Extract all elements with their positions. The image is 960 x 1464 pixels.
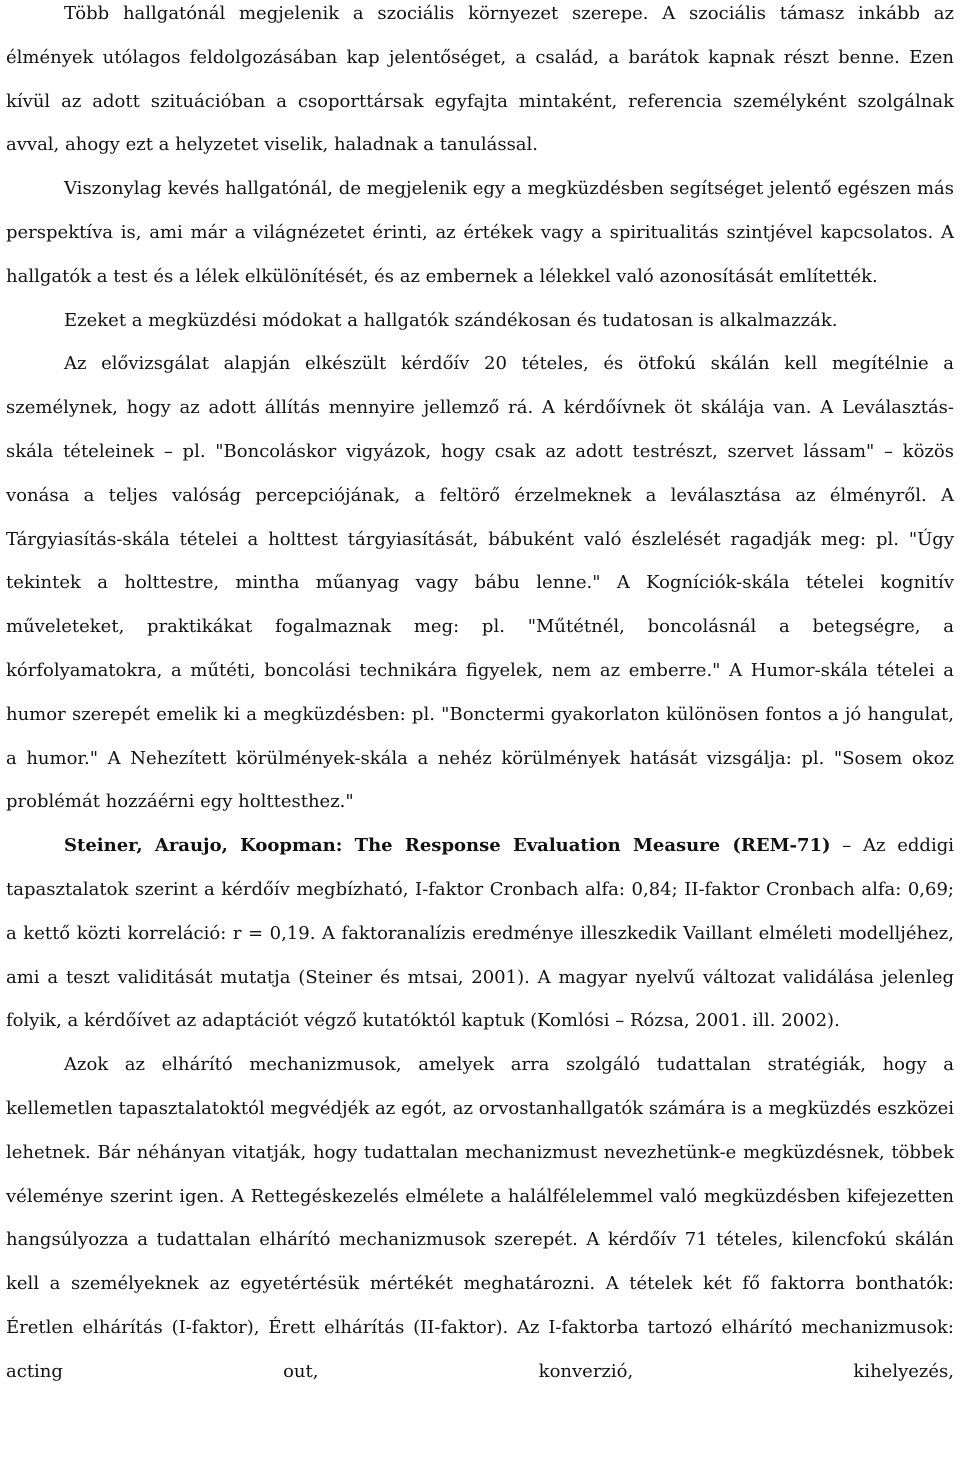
paragraph-text: Azok az elhárító mechanizmusok, amelyek arra szolgáló tudattalan stratégiák, hogy a kellemetlen tapasztalatoktól megvédjék az egót, az orvostanhallgatók számára is a megküzdés eszközei lehetnek. Bár néhányan vitatják, hogy tudattalan mechanizmust nevezhetünk-e megküzdésnek, többek véleménye szerint igen. A Rettegéskezelés elmélete a halálfélelemmel való megküzdésben kifejezetten hangsúlyozza a tudattalan elhárító mechanizmusok szerepét. A kérdőív 71 tételes, kilencfokú skálán kell a személyeknek az egyetértésük mértékét meghatározni. A tételek két fő faktorra bonthatók: Éretlen elhárítás (I-faktor), Érett elhárítás (II-faktor). Az I-faktorba tartozó elhárító mechanizmusok: acting out, konverzió, kihelyezés, [6, 1054, 954, 1382]
paragraph-text: Az elővizsgálat alapján elkészült kérdőív 20 tételes, és ötfokú skálán kell megítélnie a személynek, hogy az adott állítás mennyire jellemző rá. A kérdőívnek öt skálája van. A Leválasztás-skála tételeinek – pl. "Boncoláskor vigyázok, hogy csak az adott testrészt, szervet lássam" – közös vonása a teljes valóság percepciójának, a feltörő érzelmeknek a leválasztása az élményről. A Tárgyiasítás-skála tételei a holttest tárgyiasítását, bábuként való észlelését ragadják meg: pl. "Úgy tekintek a holttestre, mintha műanyag vagy bábu lenne." A Kogníciók-skála tételei kognitív műveleteket, praktikákat fogalmaznak meg: pl. "Műtétnél, boncolásnál a betegségre, a kórfolyamatokra, a műtéti, boncolási technikára figyelek, nem az emberre." A Humor-skála tételei a humor szerepét emelik ki a megküzdésben: pl. "Bonctermi gyakorlaton különösen fontos a jó hangulat, a humor." A Nehezített körülmények-skála a nehéz körülmények hatását vizsgálja: pl. "Sosem okoz problémát hozzáérni egy holttesthez." [6, 353, 954, 813]
paragraph-social-environment [6, 0, 954, 167]
paragraph-text: Több hallgatónál megjelenik a szociális környezet szerepe. A szociális támasz inkább az élmények utólagos feldolgozásában kap jelentőséget, a család, a barátok kapnak részt benne. Ezen kívül az adott szituációban a csoporttársak egyfajta mintaként, referencia személyként szolgálnak avval, ahogy ezt a helyzetet viselik, haladnak a tanulással. [6, 3, 954, 156]
paragraph-conscious-coping [6, 299, 954, 343]
paragraph-defense-mechanisms [6, 1043, 954, 1393]
paragraph-text: – Az eddigi tapasztalatok szerint a kérdőív megbízható, I-faktor Cronbach alfa: 0,84; II-faktor Cronbach alfa: 0,69; a kettő közti korreláció: r = 0,19. A faktoranalízis eredménye illeszkedik Vaillant elméleti modelljéhez, ami a teszt validitását mutatja (Steiner és mtsai, 2001). A magyar nyelvű változat validálása jelenleg folyik, a kérdőívet az adaptációt végző kutatóktól kaptuk (Komlósi – Rózsa, 2001. ill. 2002). [6, 835, 954, 1032]
paragraph-questionnaire-scales [6, 342, 954, 824]
paragraph-text: Viszonylag kevés hallgatónál, de megjelenik egy a megküzdésben segítséget jelentő egészen más perspektíva is, ami már a világnézetet érinti, az értékek vagy a spiritualitás szintjével kapcsolatos. A hallgatók a test és a lélek elkülönítését, és az embernek a lélekkel való azonosítását említették. [6, 178, 954, 287]
document-body [6, 0, 954, 1394]
paragraph-rem71 [6, 824, 954, 1043]
paragraph-text: Ezeket a megküzdési módokat a hallgatók szándékosan és tudatosan is alkalmazzák. [64, 309, 838, 331]
paragraph-worldview-perspective [6, 167, 954, 298]
paragraph-lead-title: Steiner, Araujo, Koopman: The Response Evaluation Measure (REM-71) [64, 835, 831, 857]
